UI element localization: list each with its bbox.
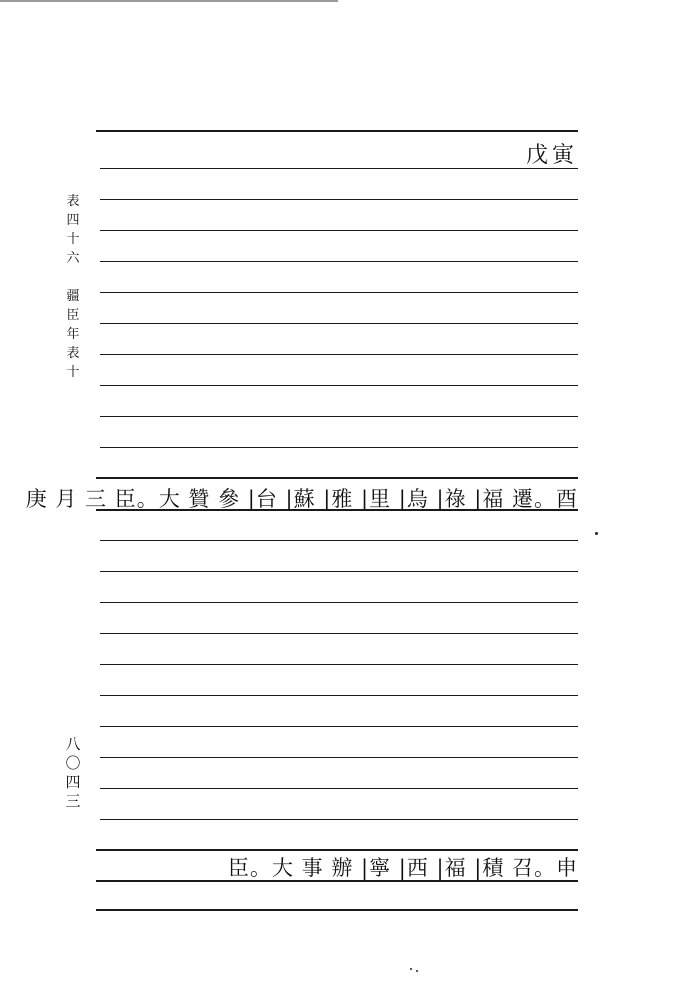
ruled-line — [100, 168, 578, 169]
ruled-line — [100, 230, 578, 231]
side-char: 臣 — [66, 308, 80, 323]
ruled-line — [96, 909, 578, 911]
year-header: 戊寅 — [525, 143, 578, 168]
ruled-line — [96, 477, 578, 479]
side-title — [62, 192, 84, 382]
ruled-line — [100, 447, 578, 448]
ruled-line — [96, 849, 578, 851]
ruled-line — [100, 416, 578, 417]
side-char: 十 — [66, 365, 80, 380]
ruled-line — [100, 788, 578, 789]
ruled-line — [100, 199, 578, 200]
side-char: 十 — [66, 232, 80, 247]
ruled-line — [100, 726, 578, 727]
ruled-line — [100, 819, 578, 820]
side-gap — [62, 268, 84, 287]
ruled-line — [100, 757, 578, 758]
side-char: 表 — [66, 194, 80, 209]
page-number-char: 三 — [65, 792, 81, 810]
ruled-line — [100, 292, 578, 293]
page-number — [60, 735, 86, 811]
ruled-line — [100, 664, 578, 665]
ruled-line — [100, 323, 578, 324]
page-number-char: 八 — [65, 735, 81, 753]
ruled-line — [96, 130, 578, 132]
ruled-line — [100, 571, 578, 572]
ruled-line — [100, 602, 578, 603]
scan-edge — [0, 0, 338, 2]
entry-text: 臣。大 事 辦 |寧 |西 |福 |積 召。申 — [227, 856, 578, 880]
side-char: 疆 — [66, 289, 80, 304]
scan-speck — [595, 532, 598, 535]
scan-speck — [416, 970, 418, 972]
ruled-line — [100, 385, 578, 386]
side-char: 六 — [66, 251, 80, 266]
entry-row — [26, 483, 578, 513]
ruled-line — [100, 633, 578, 634]
ruled-line — [100, 695, 578, 696]
entry-text: 庚 月 三 臣。大 贊 參 |台 |蘇 |雅 |里 |烏 |祿 |福 遷。酉 — [25, 487, 578, 511]
entry-row — [228, 852, 578, 882]
page-number-char: 四 — [65, 773, 81, 791]
ruled-line — [100, 261, 578, 262]
ruled-line — [100, 354, 578, 355]
ruled-line — [100, 540, 578, 541]
page-number-char: 〇 — [65, 754, 81, 772]
side-char: 四 — [66, 213, 80, 228]
side-char: 表 — [66, 346, 80, 361]
side-char: 年 — [66, 327, 80, 342]
scan-speck — [410, 968, 412, 970]
